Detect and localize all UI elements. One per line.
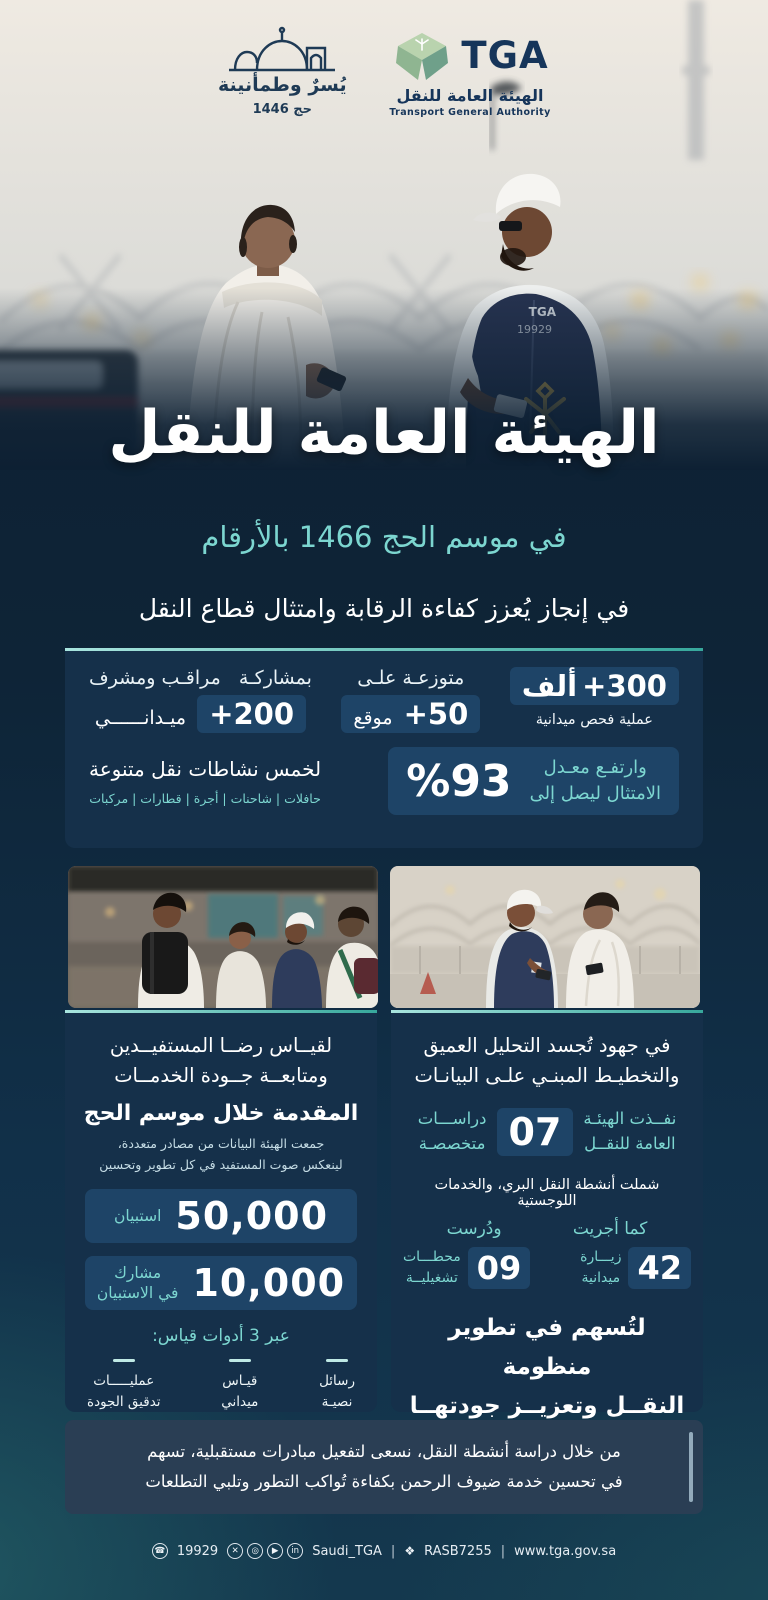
measurement-column — [65, 1010, 377, 1412]
analysis-intro — [403, 1031, 691, 1091]
stat-supervisors — [89, 667, 312, 733]
activities-types: حافلات | شاحنات | أجرة | قطارات | مركبات — [89, 790, 321, 806]
quote-accent-bar — [689, 1432, 693, 1502]
dash-icon — [113, 1359, 135, 1362]
tool-field-measure: قيـاس ميداني — [221, 1359, 258, 1413]
footer-separator: | — [390, 1543, 396, 1559]
surveys-value: 50,000 — [175, 1193, 329, 1238]
stat-sites — [341, 667, 480, 733]
stat-inspections — [510, 667, 679, 728]
tga-logo — [389, 26, 550, 118]
linkedin-icon: in — [287, 1543, 303, 1559]
compliance-stat — [388, 747, 679, 815]
photo-officer-pilgrim — [390, 866, 700, 1008]
footer-phone: 19929 — [176, 1543, 219, 1559]
participants-stat — [85, 1256, 357, 1310]
youtube-icon: ▶ — [267, 1543, 283, 1559]
sites-intro: متوزعـة علـى — [357, 667, 465, 689]
measurement-intro-line1: لقيــاس رضــا المستفيــدين — [109, 1034, 333, 1057]
activities-stat — [89, 757, 321, 806]
page-subtitle: في موسم الحج 1466 بالأرقام — [201, 520, 567, 554]
measurement-intro-line2: ومتابعــة جــودة الخدمــات — [114, 1064, 328, 1088]
surveys-label: استبيان — [113, 1206, 162, 1225]
visits-intro: كما أجريت — [572, 1218, 648, 1239]
tga-name-english: Transport General Authority — [389, 107, 551, 118]
compliance-label-1: وارتفـع معـدل — [543, 757, 647, 778]
tga-acronym: TGA — [461, 33, 549, 77]
studies-value: 07 — [497, 1108, 574, 1156]
hajj-year: حج 1446 — [252, 102, 313, 117]
compliance-value: %93 — [406, 755, 512, 807]
visits-value: 42 — [628, 1247, 691, 1289]
tga-diamond-icon — [391, 26, 453, 84]
surveys-stat — [85, 1189, 357, 1243]
sites-unit: موقع — [353, 707, 393, 729]
achievement-heading: في إنجاز يُعزز كفاءة الرقابة وامتثال قطاع النقل — [138, 594, 630, 623]
participation-intro: بمشاركـة — [238, 667, 312, 689]
participants-label-1: مشارك — [114, 1263, 162, 1282]
detail-columns — [65, 1010, 703, 1420]
stations-intro: ودُرست — [446, 1218, 502, 1239]
dash-icon — [229, 1359, 251, 1362]
measurement-description — [77, 1134, 365, 1175]
footer-social-handle: Saudi_TGA — [312, 1543, 382, 1559]
footer-separator: | — [500, 1543, 506, 1559]
studies-unit-1: دراســـات — [417, 1109, 487, 1129]
tools-heading: عبر 3 أدوات قياس: — [152, 1325, 290, 1346]
visits-label-1: زيـــارة — [580, 1248, 622, 1265]
participation-unit: ميـدانــــــي — [94, 707, 187, 729]
studies-label-2: العامة للنقــل — [584, 1134, 676, 1154]
footer-license: RASB7255 — [424, 1543, 492, 1559]
social-icons — [227, 1543, 303, 1559]
analysis-outro — [403, 1309, 691, 1426]
photo-right-illustration — [68, 866, 378, 1008]
footer — [0, 1543, 768, 1559]
stations-label-1: محطـــات — [403, 1248, 461, 1265]
activities-label: لخمس نشاطات نقل متنوعة — [89, 756, 322, 781]
hajj-calligraphy: يُسرٌ وطمأنينة — [218, 74, 347, 96]
measurement-desc-line1: جمعت الهيئة البيانات من مصادر متعددة، — [117, 1136, 325, 1152]
visits-label-2: ميدانية — [581, 1269, 621, 1286]
photo-pilgrims-group — [68, 866, 378, 1008]
stations-stat — [403, 1247, 530, 1289]
studies-label-1: نفــذت الهيئـة — [583, 1109, 677, 1129]
x-icon: ✕ — [227, 1543, 243, 1559]
sites-value: +50 — [403, 697, 469, 731]
analysis-intro-line1: في جهود تُجسد التحليل العميق — [423, 1034, 671, 1057]
stations-value: 09 — [468, 1247, 531, 1289]
page-title: الهيئة العامة للنقل — [108, 398, 660, 468]
tool-quality-audit: عمليـــــات تدقيق الجودة — [87, 1359, 161, 1413]
dash-icon — [326, 1359, 348, 1362]
footer-website: www.tga.gov.sa — [514, 1543, 617, 1559]
mosque-icon — [227, 26, 337, 72]
participation-role: مراقـب ومشرف — [89, 667, 221, 689]
license-icon: ❖ — [404, 1544, 416, 1558]
measurement-desc-line2: لينعكس صوت المستفيد في كل تطوير وتحسين — [99, 1157, 343, 1173]
analysis-column — [391, 1010, 703, 1420]
quote-line2: في تحسين خدمة ضيوف الرحمن بكفاءة تُواكب التطور وتلبي التطلعات — [145, 1472, 623, 1491]
participation-value: +200 — [209, 697, 295, 731]
tool-sms: رسائل نصيـة — [319, 1359, 355, 1413]
analysis-outro-line2: النقــل وتعزيــز جودتهــا — [409, 1393, 685, 1420]
studies-stat — [403, 1107, 691, 1157]
photo-left-illustration — [390, 866, 700, 1008]
instagram-icon: ◎ — [247, 1543, 263, 1559]
studies-unit-2: متخصصـة — [418, 1134, 486, 1154]
analysis-scope: شملت أنشطة النقل البري، والخدمات اللوجستية — [434, 1176, 660, 1209]
hajj-season-logo — [217, 26, 347, 117]
tga-name-arabic: الهيئة العامة للنقل — [396, 86, 544, 105]
participants-label-2: في الاستبيان — [96, 1283, 179, 1302]
achievement-stats-card — [65, 648, 703, 848]
tools-row — [77, 1359, 365, 1413]
logos-row — [0, 26, 768, 118]
measurement-intro — [77, 1031, 365, 1091]
participants-value: 10,000 — [192, 1260, 346, 1305]
measurement-subtitle: المقدمة خلال موسم الحج — [83, 1101, 359, 1127]
closing-statement — [65, 1420, 703, 1514]
stations-label-2: تشغيليــة — [405, 1269, 458, 1286]
photos-row — [68, 866, 700, 1008]
phone-icon: ☎ — [152, 1543, 168, 1559]
quote-line1: من خلال دراسة أنشطة النقل، نسعى لتفعيل مبادرات مستقبلية، تسهم — [147, 1442, 621, 1462]
analysis-intro-line2: والتخطيـط المبنـي علـى البيانـات — [414, 1064, 680, 1088]
inspections-label: عملية فحص ميدانية — [535, 712, 653, 728]
inspections-word: ألف — [521, 669, 578, 703]
compliance-label-2: الامتثال ليصل إلى — [529, 783, 661, 805]
analysis-outro-line1: لتُسهم في تطوير منظومة — [448, 1314, 646, 1381]
visits-stat — [580, 1247, 691, 1289]
inspections-value: +300 — [582, 669, 667, 703]
